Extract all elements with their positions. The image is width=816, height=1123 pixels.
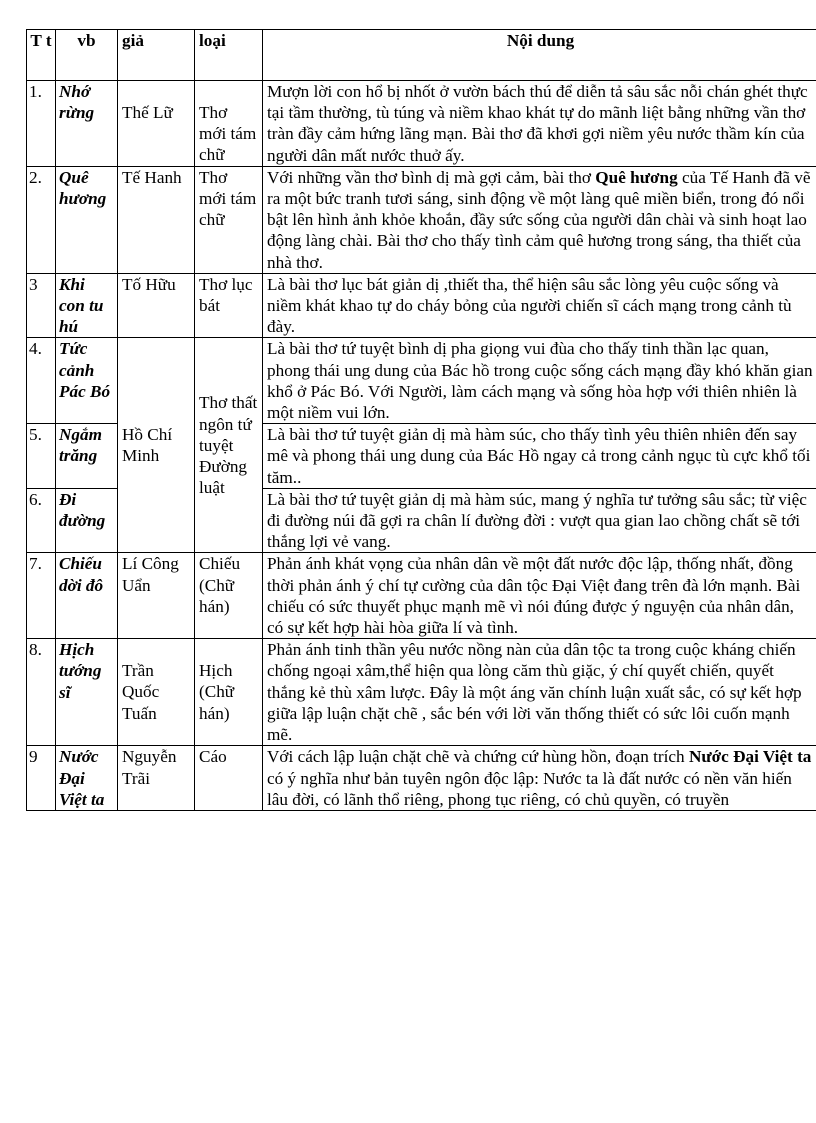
table-row [27, 746, 816, 811]
work-author: Nguyễn Trãi [118, 746, 195, 811]
work-genre-shared: Thơ thất ngôn tứ tuyệt Đường luật [195, 338, 263, 553]
content-bold-title: Quê hương [595, 167, 678, 187]
work-title: Nhớ rừng [56, 81, 118, 167]
content-text: có ý nghĩa như bản tuyên ngôn độc lập: Nước ta là đất nước có nền văn hiến lâu đời, có lãnh thổ riêng, phong tục riêng, có chủ quyền, có truyền [267, 768, 792, 809]
row-number: 6. [27, 488, 56, 553]
table-row [27, 81, 816, 167]
work-author: Tố Hữu [118, 273, 195, 338]
work-author: Trần Quốc Tuấn [118, 639, 195, 746]
row-number: 5. [27, 424, 56, 489]
work-title: Tức cảnh Pác Bó [56, 338, 118, 424]
header-noi-dung: Nội dung [263, 30, 816, 81]
work-author: Tế Hanh [118, 166, 195, 273]
table-row [27, 553, 816, 639]
work-author: Thế Lữ [118, 81, 195, 167]
work-title: Ngắm trăng [56, 424, 118, 489]
work-title: Chiếu dời đô [56, 553, 118, 639]
work-genre: Thơ mới tám chữ [195, 81, 263, 167]
content-bold-title: Nước Đại Việt ta [688, 747, 812, 767]
work-genre: Hịch (Chữ hán) [195, 639, 263, 746]
work-title: Hịch tướng sĩ [56, 639, 118, 746]
work-title: Quê hương [56, 166, 118, 273]
row-number: 7. [27, 553, 56, 639]
row-number: 4. [27, 338, 56, 424]
row-number: 9 [27, 746, 56, 811]
header-tac-gia: giả [118, 30, 195, 81]
work-title: Đi đường [56, 488, 118, 553]
work-title: Nước Đại Việt ta [56, 746, 118, 811]
work-genre: Chiếu (Chữ hán) [195, 553, 263, 639]
row-number: 8. [27, 639, 56, 746]
table-row [27, 166, 816, 273]
work-content: Mượn lời con hổ bị nhốt ở vườn bách thú để diễn tả sâu sắc nỗi chán ghét thực tại tầm thường, tù túng và niềm khao khát tự do mãnh liệt bằng những vần thơ tràn đầy cảm hứng lãng mạn. Bài thơ đã khơi gợi niềm yêu nước thầm kín của người dân mất nước thuở ấy. [263, 81, 816, 167]
content-text: Với những vần thơ bình dị mà gợi cảm, bài thơ [267, 167, 596, 187]
literature-summary-table [26, 29, 816, 811]
content-text: Với cách lập luận chặt chẽ và chứng cứ hùng hồn, đoạn trích [267, 747, 689, 767]
work-genre: Cáo [195, 746, 263, 811]
work-content: Là bài thơ tứ tuyệt bình dị pha giọng vui đùa cho thấy tinh thần lạc quan, phong thái ung dung của Bác hồ trong cuộc sống cách mạng đầy khó khăn gian khổ ở Pác Bó. Với Người, làm cách mạng và sống hòa hợp với thiên nhiên là một niềm vui lớn. [263, 338, 816, 424]
header-the-loai: loại [195, 30, 263, 81]
table-row [27, 273, 816, 338]
work-author: Lí Công Uẩn [118, 553, 195, 639]
header-vb: vb [56, 30, 118, 81]
table-row [27, 338, 816, 424]
work-genre: Thơ lục bát [195, 273, 263, 338]
content-text: của Tế Hanh đã vẽ ra một bức tranh tươi sáng, sinh động về một làng quê miền biển, trong đó nổi bật lên hình ảnh khỏe khoắn, đầy sức sống của người dân chài và sinh hoạt lao động làng chài. Bài thơ cho thấy tình cảm quê hương trong sáng, tha thiết của nhà thơ. [267, 167, 811, 272]
work-content: Là bài thơ lục bát giản dị ,thiết tha, thể hiện sâu sắc lòng yêu cuộc sống và niềm khát khao tự do cháy bỏng của người chiến sĩ cách mạng trong cảnh tù đày. [263, 273, 816, 338]
work-genre: Thơ mới tám chữ [195, 166, 263, 273]
work-content: Phản ánh tinh thần yêu nước nồng nàn của dân tộc ta trong cuộc kháng chiến chống ngoại xâm,thể hiện qua lòng căm thù giặc, ý chí quyết chiến, quyết thắng kẻ thù xâm lược. Đây là một áng văn chính luận xuất sắc, có sự kết hợp giữa lập luận chặt chẽ , sắc bén với lời văn thống thiết có sức lôi cuốn mạnh mẽ. [263, 639, 816, 746]
work-content [263, 746, 816, 811]
header-tt: T t [27, 30, 56, 81]
document-page [26, 29, 816, 811]
row-number: 1. [27, 81, 56, 167]
row-number: 2. [27, 166, 56, 273]
table-row [27, 639, 816, 746]
work-author-shared: Hồ Chí Minh [118, 338, 195, 553]
table-header-row [27, 30, 816, 81]
work-content: Là bài thơ tứ tuyệt giản dị mà hàm súc, cho thấy tình yêu thiên nhiên đến say mê và phong thái ung dung của Bác Hồ ngay cả trong cảnh ngục tù cực khổ tối tăm.. [263, 424, 816, 489]
work-title: Khi con tu hú [56, 273, 118, 338]
work-content: Phản ánh khát vọng của nhân dân về một đất nước độc lập, thống nhất, đồng thời phản ánh ý chí tự cường của dân tộc Đại Việt đang trên đà lớn mạnh. Bài chiếu có sức thuyết phục mạnh mẽ vì nói đúng được ý nguyện của nhân dân, có sự kết hợp hài hòa giữa lí và tình. [263, 553, 816, 639]
work-content [263, 166, 816, 273]
row-number: 3 [27, 273, 56, 338]
work-content: Là bài thơ tứ tuyệt giản dị mà hàm súc, mang ý nghĩa tư tưởng sâu sắc; từ việc đi đường núi đã gợi ra chân lí đường đời : vượt qua gian lao chồng chất sẽ tới thắng lợi vẻ vang. [263, 488, 816, 553]
